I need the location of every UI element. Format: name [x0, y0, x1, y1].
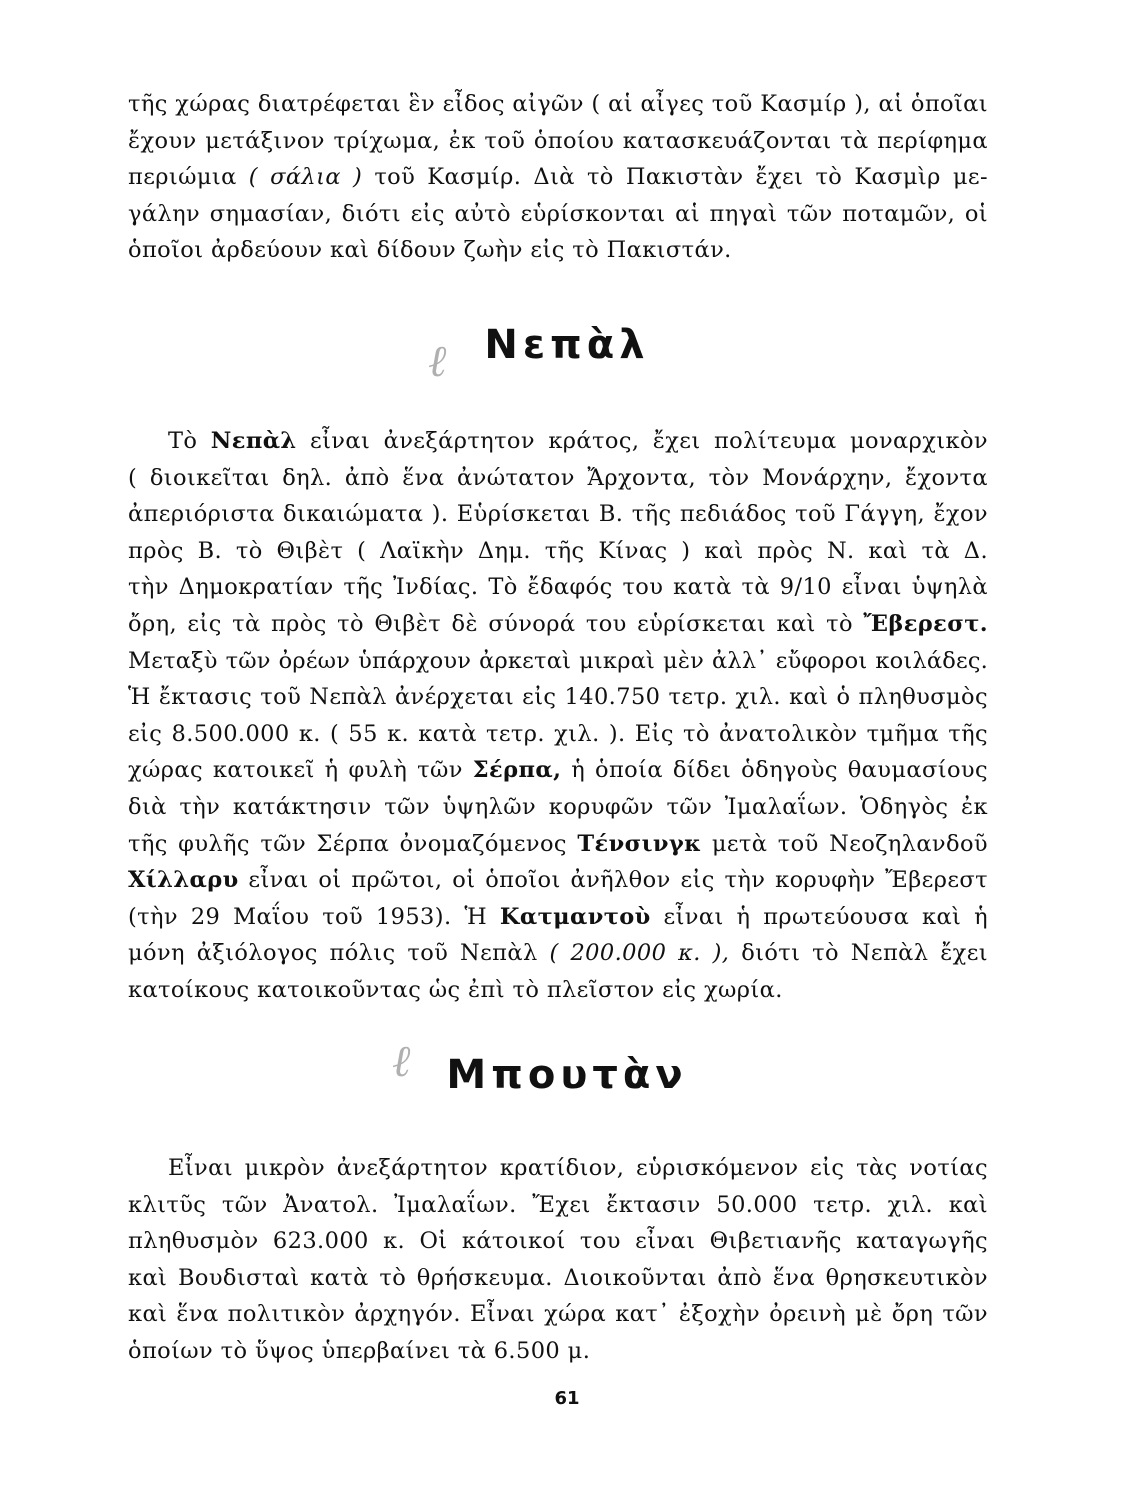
text-line: τῆς φυλῆς τῶν Σέρπα ὀνομαζόμενος Τένσινγκ μετὰ τοῦ Νεοζηλανδοῦ [128, 830, 988, 857]
text-line: Ἡ ἔκτασις τοῦ Νεπὰλ ἀνέρχεται εἰς 140.750 τετρ. χιλ. καὶ ὁ πληθυσμὸς [128, 684, 988, 711]
text-line: (τὴν 29 Μαΐου τοῦ 1953). Ἡ Κατμαντοὺ εἶναι ἡ πρωτεύουσα καὶ ἡ [128, 903, 988, 930]
text-line: χώρας κατοικεῖ ἡ φυλὴ τῶν Σέρπα, ἡ ὁποία δίδει ὁδηγοὺς θαυμασίους [128, 757, 988, 784]
nepal-paragraph [128, 423, 988, 1009]
text-line: Χίλλαρυ εἶναι οἱ πρῶτοι, οἱ ὁποῖοι ἀνῆλθον εἰς τὴν κορυφὴν Ἔβερεστ [128, 867, 988, 894]
italic-term: ( 200.000 κ. ), [549, 940, 730, 967]
bold-term: Κατμαντοὺ [499, 903, 651, 930]
text-line: τῆς χώρας διατρέφεται ἓν εἶδος αἰγῶν ( αἱ αἶγες τοῦ Κασμίρ ), αἱ ὁποῖαι [128, 91, 988, 117]
pencil-mark-icon: ℓ [392, 1036, 411, 1087]
page-number: 61 [554, 1388, 580, 1409]
bold-term: Τένσινγκ [577, 830, 702, 857]
text-line: καὶ Βουδισταὶ κατὰ τὸ θρήσκευμα. Διοικοῦνται ἀπὸ ἕνα θρησκευτικὸν [128, 1264, 988, 1291]
text-line: εἰς 8.500.000 κ. ( 55 κ. κατὰ τετρ. χιλ. ). Εἰς τὸ ἀνατολικὸν τμῆμα τῆς [128, 720, 988, 747]
text-line: διὰ τὴν κατάκτησιν τῶν ὑψηλῶν κορυφῶν τῶν Ἰμαλαΐων. Ὁδηγὸς ἐκ [128, 793, 988, 820]
text-line: κατοίκους κατοικοῦντας ὡς ἐπὶ τὸ πλεῖστον εἰς χωρία. [128, 976, 783, 1003]
text-line: πληθυσμὸν 623.000 κ. Οἱ κάτοικοί του εἶναι Θιβετιανῆς καταγωγῆς [128, 1228, 988, 1255]
text-line: Εἶναι μικρὸν ἀνεξάρτητον κρατίδιον, εὑρισκόμενον εἰς τὰς νοτίας [168, 1155, 988, 1181]
text-line: μόνη ἀξιόλογος πόλις τοῦ Νεπὰλ ( 200.000 κ. ), διότι τὸ Νεπὰλ ἔχει [128, 940, 988, 967]
bold-term: Νεπὰλ [210, 428, 297, 454]
text-line: καὶ ἕνα πολιτικὸν ἀρχηγόν. Εἶναι χώρα κατ᾽ ἐξοχὴν ὀρεινὴ μὲ ὄρη τῶν [128, 1301, 988, 1328]
bhutan-paragraph [128, 1150, 988, 1370]
section-heading-bhutan: Μπουτὰν [446, 1052, 688, 1098]
bold-term: Ἔβερεστ. [863, 610, 988, 637]
bold-term: Σέρπα, [472, 757, 562, 784]
text-line: πρὸς Β. τὸ Θιβὲτ ( Λαϊκὴν Δημ. τῆς Κίνας ) καὶ πρὸς Ν. καὶ τὰ Δ. [128, 537, 988, 564]
text-line: περιώμια ( σάλια ) τοῦ Κασμίρ. Διὰ τὸ Πακιστὰν ἔχει τὸ Κασμὶρ με- [128, 164, 988, 191]
text-line: ( διοικεῖται δηλ. ἀπὸ ἕνα ἀνώτατον Ἄρχοντα, τὸν Μονάρχην, ἔχοντα [128, 464, 988, 491]
text-line: Τὸ Νεπὰλ εἶναι ἀνεξάρτητον κράτος, ἔχει πολίτευμα μοναρχικὸν [168, 428, 989, 454]
text-line: Μεταξὺ τῶν ὀρέων ὑπάρχουν ἀρκεταὶ μικραὶ μὲν ἀλλ᾽ εὔφοροι κοιλάδες. [128, 647, 988, 674]
bold-term: Χίλλαρυ [128, 867, 239, 894]
italic-term: ( σάλια ) [248, 164, 363, 191]
section-heading-nepal: Νεπὰλ [484, 322, 650, 368]
intro-paragraph [128, 86, 988, 269]
text-line: κλιτῦς τῶν Ἀνατολ. Ἰμαλαΐων. Ἔχει ἔκτασιν 50.000 τετρ. χιλ. καὶ [128, 1191, 988, 1218]
text-line: ὁποῖοι ἀρδεύουν καὶ δίδουν ζωὴν εἰς τὸ Πακιστάν. [128, 237, 732, 264]
text-line: ἀπεριόριστα δικαιώματα ). Εὑρίσκεται Β. τῆς πεδιάδος τοῦ Γάγγη, ἔχον [128, 501, 988, 528]
text-line: γάλην σημασίαν, διότι εἰς αὐτὸ εὑρίσκονται αἱ πηγαὶ τῶν ποταμῶν, οἱ [128, 200, 988, 227]
pencil-mark-icon: ℓ [428, 336, 447, 387]
text-line: ὁποίων τὸ ὕψος ὑπερβαίνει τὰ 6.500 μ. [128, 1337, 591, 1364]
text-line: ἔχουν μετάξινον τρίχωμα, ἐκ τοῦ ὁποίου κατασκευάζονται τὰ περίφημα [128, 127, 988, 154]
text-line: τὴν Δημοκρατίαν τῆς Ἰνδίας. Τὸ ἔδαφός του κατὰ τὰ 9/10 εἶναι ὑψηλὰ [128, 574, 988, 601]
text-line: ὄρη, εἰς τὰ πρὸς τὸ Θιβὲτ δὲ σύνορά του εὑρίσκεται καὶ τὸ Ἔβερεστ. [128, 610, 988, 637]
